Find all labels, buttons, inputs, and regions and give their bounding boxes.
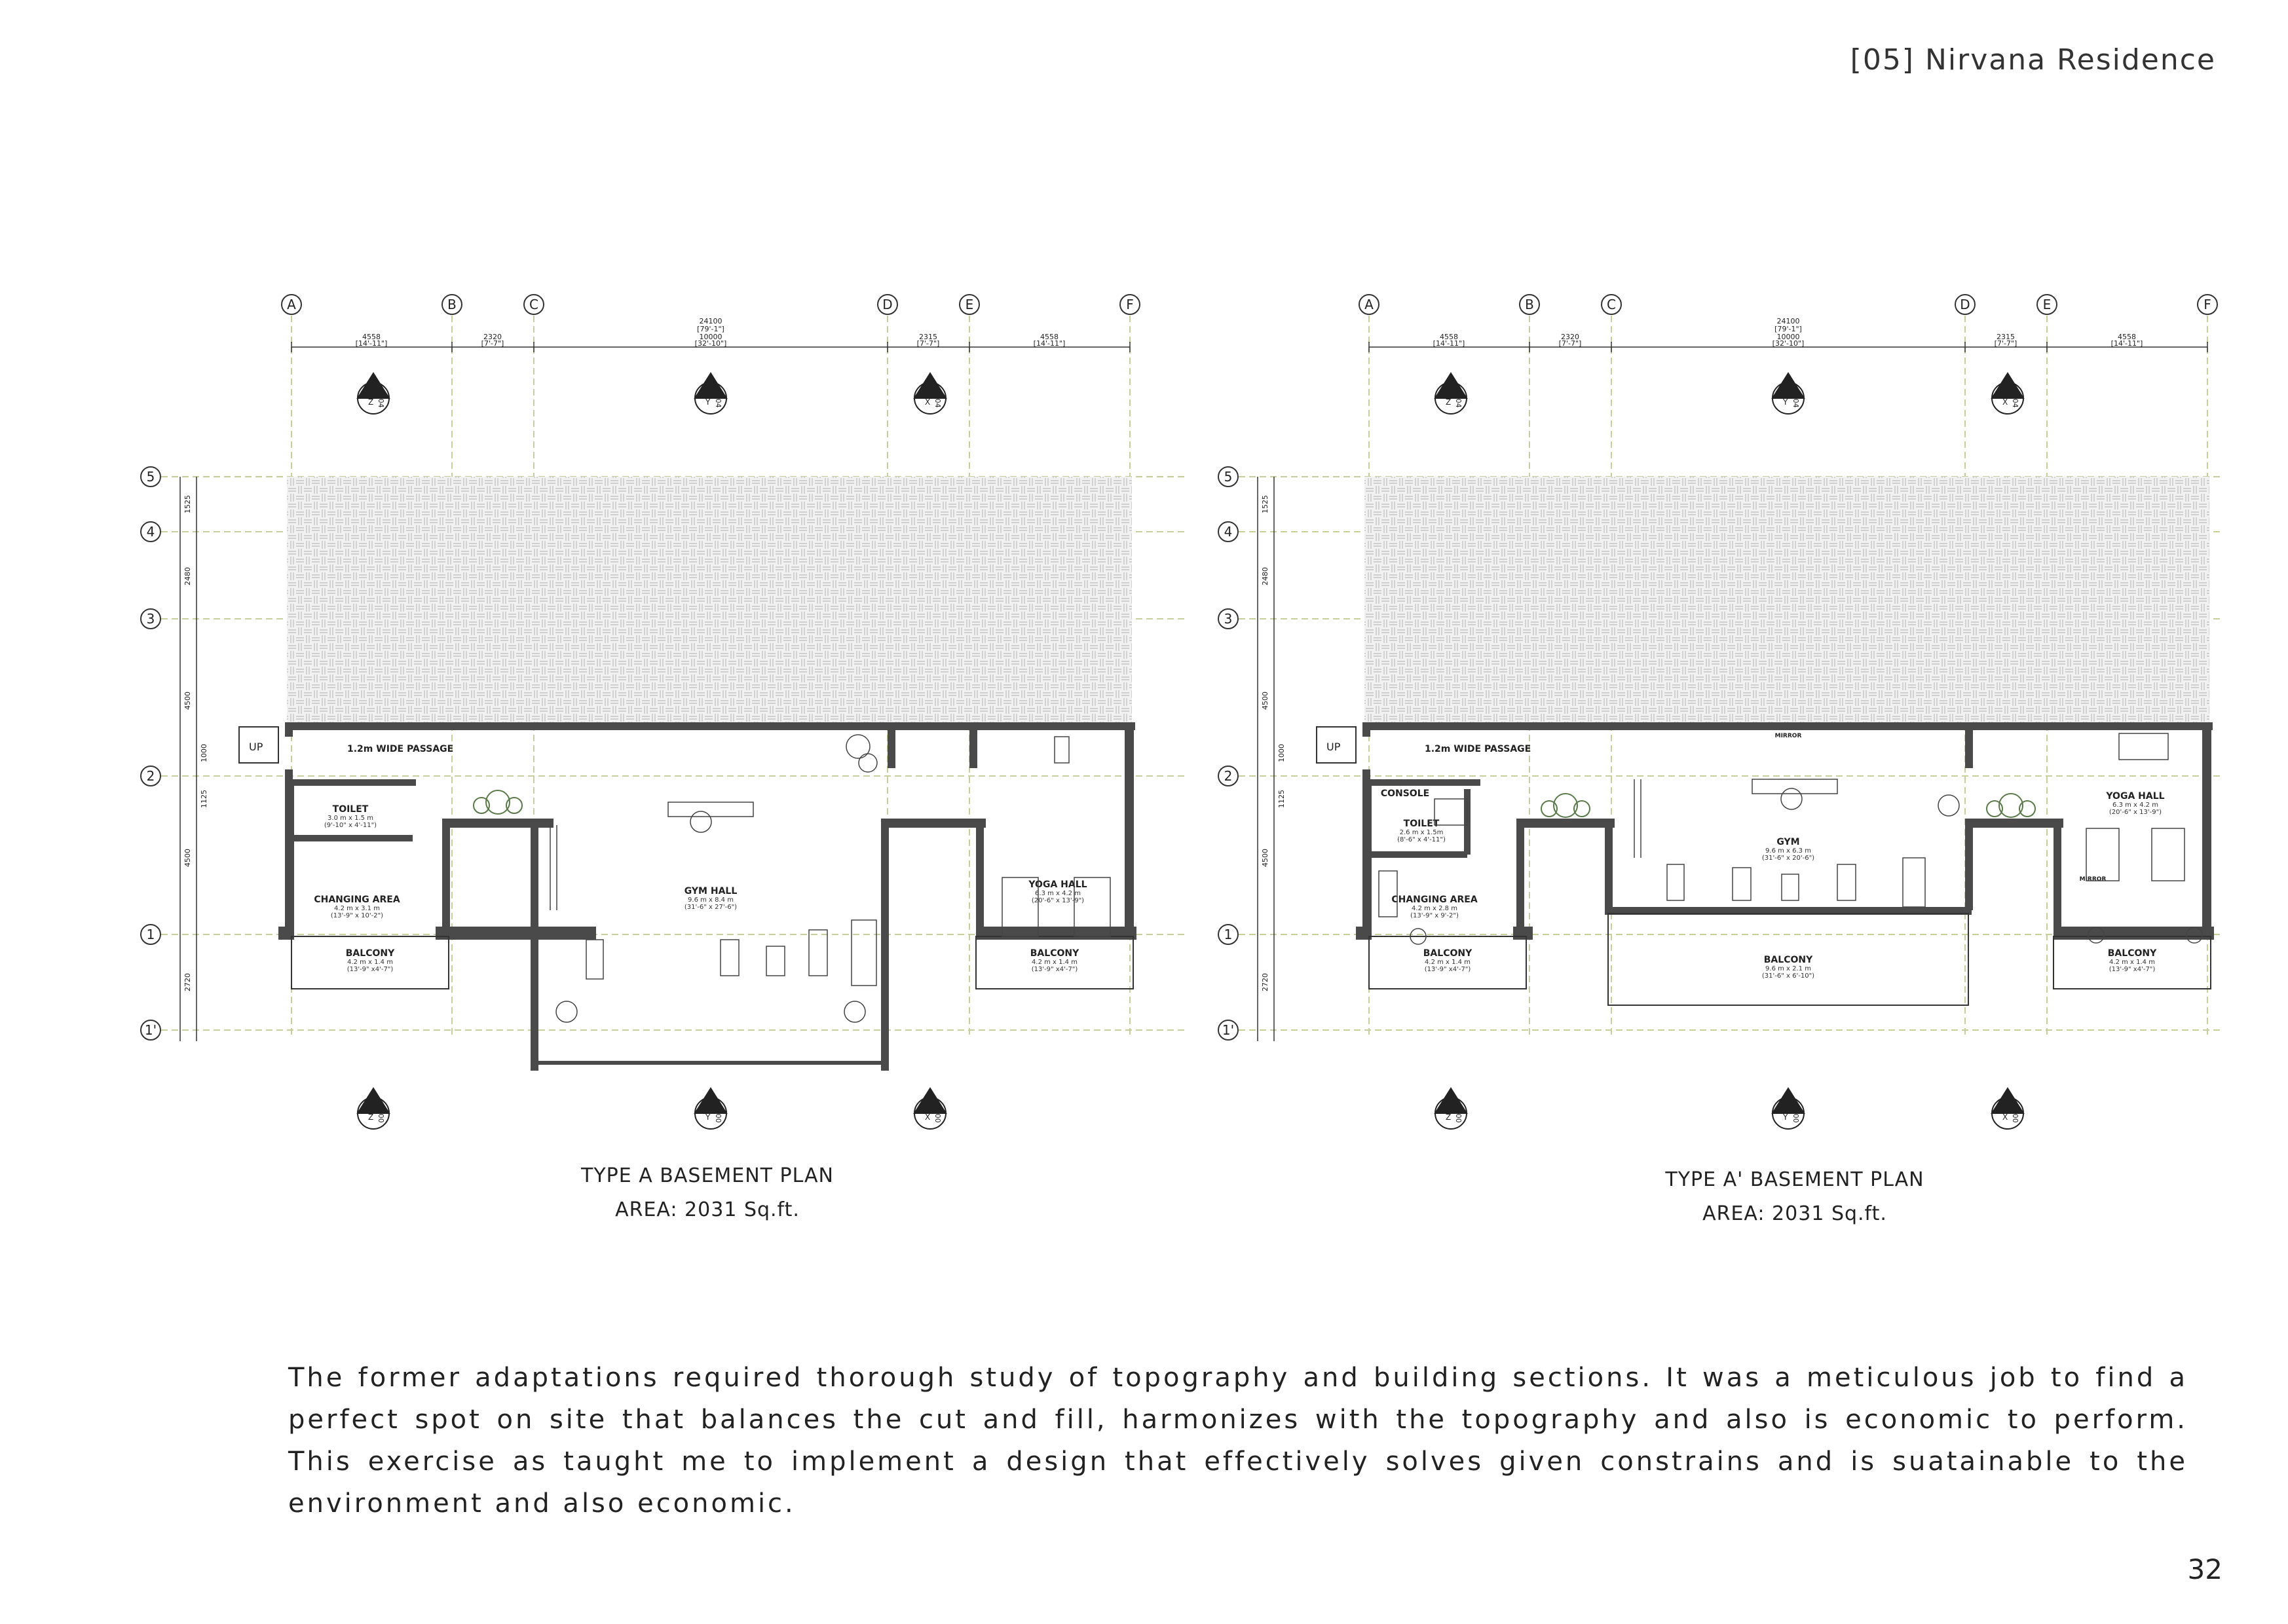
grid-bubble-5 bbox=[1218, 467, 1238, 487]
marker-ref: AR00 bbox=[1454, 1103, 1463, 1123]
plan-a-title: TYPE A BASEMENT PLAN bbox=[581, 1164, 834, 1187]
yoga-label: YOGA HALL bbox=[1028, 879, 1087, 890]
balcony-right-label: BALCONY bbox=[1030, 948, 1079, 959]
section-marker-x bbox=[914, 373, 946, 414]
section-marker-x bbox=[1992, 373, 2023, 414]
marker-label: Z bbox=[1446, 1113, 1452, 1122]
section-marker-x-bottom bbox=[1992, 1088, 2023, 1129]
mirror-label: MIRROR bbox=[1774, 733, 1802, 739]
section-marker-y bbox=[1772, 373, 1804, 414]
grid-bubble-1 bbox=[1218, 925, 1238, 944]
marker-ref: AR00 bbox=[1791, 1103, 1800, 1123]
changing-size-ft: (13'-9" x 9'-2") bbox=[1410, 912, 1459, 919]
grid-bubble-5 bbox=[141, 467, 160, 487]
section-marker-y bbox=[695, 373, 726, 414]
gym-size-ft: (31'-6" x 27'-6") bbox=[684, 904, 738, 911]
grid-bubble-A bbox=[1359, 295, 1379, 314]
dim-left: 4500 bbox=[183, 849, 192, 867]
dim-left: 4500 bbox=[1261, 692, 1269, 710]
dim-span-ft: [14'-11"] bbox=[1033, 339, 1066, 348]
left-dimensions bbox=[180, 477, 197, 1041]
dim-span-ft: [14'-11"] bbox=[2110, 339, 2143, 348]
dim-span-ft: [7'-7"] bbox=[481, 339, 504, 348]
gym-equipment bbox=[550, 735, 1110, 1022]
plan-b-title: TYPE A' BASEMENT PLAN bbox=[1665, 1168, 1924, 1191]
section-markers-top bbox=[1435, 373, 2023, 414]
marker-ref: AR04 bbox=[1791, 388, 1800, 408]
grid-label: 1' bbox=[1222, 1022, 1235, 1038]
grid-bubble-B bbox=[442, 295, 462, 314]
grid-bubble-C bbox=[524, 295, 544, 314]
grid-bubble-F bbox=[2198, 295, 2217, 314]
yoga-size: 6.3 m x 4.2 m bbox=[2112, 802, 2158, 809]
dim-span-ft: [7'-7"] bbox=[916, 339, 940, 348]
gym-size-ft: (31'-6" x 20'-6") bbox=[1761, 855, 1815, 862]
marker-ref: AR04 bbox=[933, 388, 942, 408]
grid-label: 3 bbox=[1224, 611, 1233, 627]
grid-label: 2 bbox=[146, 768, 155, 784]
type-a-basement-plan bbox=[131, 282, 1192, 1159]
grid-label: C bbox=[529, 297, 538, 312]
grid-label: 1 bbox=[1224, 927, 1233, 942]
grid-label: C bbox=[1607, 297, 1616, 312]
toilet-size-ft: (8'-6" x 4'-11") bbox=[1397, 836, 1446, 843]
balcony-size-ft: (13'-9" x4'-7") bbox=[1031, 966, 1078, 973]
dim-span: 2315 bbox=[919, 333, 937, 341]
section-marker-z-bottom bbox=[1435, 1088, 1467, 1129]
yoga-size-ft: (20'-6" x 13'-9") bbox=[2109, 809, 2162, 816]
dim-span: 2320 bbox=[483, 333, 502, 341]
dim-left: 2720 bbox=[183, 973, 192, 991]
dim-left: 2480 bbox=[183, 567, 192, 585]
yoga-size-ft: (20'-6" x 13'-9") bbox=[1031, 897, 1085, 904]
section-marker-z-bottom bbox=[358, 1088, 389, 1129]
marker-label: X bbox=[2002, 1113, 2008, 1122]
dim-left: 1525 bbox=[1261, 495, 1269, 513]
grid-label: 1' bbox=[144, 1022, 157, 1038]
dim-left: 1125 bbox=[1277, 790, 1286, 808]
marker-label: X bbox=[2002, 397, 2008, 407]
marker-ref: AR00 bbox=[933, 1103, 942, 1123]
grid-bubble-D bbox=[878, 295, 897, 314]
page-number: 32 bbox=[2187, 1553, 2222, 1585]
gym-label: GYM HALL bbox=[684, 886, 738, 896]
marker-label: X bbox=[925, 1113, 931, 1122]
toilet-size: 2.6 m x 1.5m bbox=[1399, 829, 1444, 836]
dim-left: 4500 bbox=[1261, 849, 1269, 867]
grid-label: B bbox=[1525, 297, 1534, 312]
grid-bubble-3 bbox=[1218, 609, 1238, 629]
section-marker-x-bottom bbox=[914, 1088, 946, 1129]
grid-label: 5 bbox=[146, 469, 155, 485]
marker-ref: AR00 bbox=[2011, 1103, 2019, 1123]
balcony-size-ft: (13'-9" x4'-7") bbox=[2109, 966, 2156, 973]
section-markers-top bbox=[358, 373, 946, 414]
dim-total: 24100 bbox=[699, 317, 722, 325]
toilet-size: 3.0 m x 1.5 m bbox=[328, 815, 373, 822]
grid-bubble-D bbox=[1955, 295, 1975, 314]
dim-span: 4558 bbox=[1440, 333, 1458, 341]
changing-size: 4.2 m x 2.8 m bbox=[1412, 905, 1457, 912]
paving-area bbox=[1364, 477, 2209, 722]
balcony-center-label: BALCONY bbox=[1763, 955, 1813, 965]
dim-span: 4558 bbox=[362, 333, 381, 341]
dim-span: 2315 bbox=[1997, 333, 2015, 341]
dim-span-ft: [32'-10"] bbox=[1772, 339, 1805, 348]
yoga-size: 6.3 m x 4.2 m bbox=[1035, 890, 1081, 897]
grid-bubble-2 bbox=[141, 766, 160, 786]
left-dimensions bbox=[1258, 477, 1274, 1041]
balcony-size-ft: (31'-6" x 6'-10") bbox=[1761, 972, 1815, 980]
type-a-prime-basement-plan bbox=[1209, 282, 2230, 1159]
balcony-left-label: BALCONY bbox=[1423, 948, 1472, 959]
gym-size: 9.6 m x 6.3 m bbox=[1765, 847, 1811, 855]
grid-label: 4 bbox=[1224, 524, 1233, 540]
balcony-left-label: BALCONY bbox=[345, 948, 395, 959]
dim-span-ft: [14'-11"] bbox=[355, 339, 388, 348]
grid-label: F bbox=[1126, 297, 1134, 312]
balcony-size: 4.2 m x 1.4 m bbox=[1032, 959, 1078, 966]
marker-ref: AR04 bbox=[714, 388, 722, 408]
balcony-outlines bbox=[291, 936, 1133, 989]
marker-label: Y bbox=[705, 397, 711, 407]
plan-b-caption bbox=[1592, 1163, 1998, 1231]
grid-label: 4 bbox=[146, 524, 155, 540]
grid-label: A bbox=[287, 297, 296, 312]
grid-bubble-4 bbox=[1218, 522, 1238, 542]
marker-label: Y bbox=[705, 1113, 711, 1122]
grid-label: 5 bbox=[1224, 469, 1233, 485]
stair-label: UP bbox=[1326, 741, 1341, 753]
dim-span-ft: [7'-7"] bbox=[1994, 339, 2017, 348]
dim-span-ft: [14'-11"] bbox=[1433, 339, 1465, 348]
dim-span: 10000 bbox=[699, 333, 722, 341]
grid-bubble-F bbox=[1120, 295, 1140, 314]
grid-label: E bbox=[965, 297, 974, 312]
grid-bubble-1 bbox=[141, 925, 160, 944]
mirror-label: MIRROR bbox=[2079, 876, 2107, 883]
grid-label: 1 bbox=[146, 927, 155, 942]
grid-bubble-1p bbox=[1218, 1020, 1238, 1040]
grid-label: E bbox=[2042, 297, 2052, 312]
toilet-size-ft: (9'-10" x 4'-11") bbox=[324, 822, 377, 829]
plan-a-caption bbox=[511, 1159, 904, 1227]
console-label: CONSOLE bbox=[1380, 788, 1430, 799]
section-marker-z bbox=[358, 373, 389, 414]
grid-label: 3 bbox=[146, 611, 155, 627]
balcony-size-ft: (13'-9" x4'-7") bbox=[347, 966, 394, 973]
dim-left: 1000 bbox=[200, 744, 208, 762]
grid-label: D bbox=[882, 297, 893, 312]
page-header: [05] Nirvana Residence bbox=[1850, 43, 2216, 77]
planter-shrub bbox=[474, 790, 522, 814]
section-marker-y-bottom bbox=[695, 1088, 726, 1129]
planter-shrub bbox=[1541, 794, 2035, 817]
balcony-right-label: BALCONY bbox=[2107, 948, 2157, 959]
dim-total-ft: [79'-1"] bbox=[697, 325, 724, 333]
toilet-label: TOILET bbox=[1403, 819, 1440, 829]
grid-bubble-A bbox=[282, 295, 301, 314]
balcony-size: 9.6 m x 2.1 m bbox=[1765, 965, 1811, 972]
changing-label: CHANGING AREA bbox=[1391, 895, 1478, 905]
marker-label: Y bbox=[1783, 397, 1788, 407]
dim-total: 24100 bbox=[1776, 317, 1800, 325]
marker-ref: AR04 bbox=[2011, 388, 2019, 408]
grid-bubble-2 bbox=[1218, 766, 1238, 786]
dim-span: 4558 bbox=[2118, 333, 2136, 341]
dim-span: 2320 bbox=[1561, 333, 1579, 341]
grid-bubble-E bbox=[2037, 295, 2057, 314]
balcony-size: 4.2 m x 1.4 m bbox=[1425, 959, 1471, 966]
gym-size: 9.6 m x 8.4 m bbox=[688, 896, 734, 904]
marker-label: Z bbox=[1446, 397, 1452, 407]
changing-size: 4.2 m x 3.1 m bbox=[334, 905, 380, 912]
grid-label: D bbox=[1960, 297, 1970, 312]
grid-label: B bbox=[447, 297, 457, 312]
dim-left: 2480 bbox=[1261, 567, 1269, 585]
marker-ref: AR04 bbox=[1454, 388, 1463, 408]
dim-left: 2720 bbox=[1261, 973, 1269, 991]
marker-label: Z bbox=[368, 1113, 374, 1122]
description-paragraph: The former adaptations required thorough study of topography and building sections. It was a meticulous job to find a perfect spot on site that balances the cut and fill, harmonizes with the topography and also is economic to perform. This exercise as taught me to implement a design that effectively solves given constrains and is suatainable to the environment and also economic. bbox=[288, 1363, 2188, 1519]
marker-label: X bbox=[925, 397, 931, 407]
grid-bubble-4 bbox=[141, 522, 160, 542]
section-marker-z bbox=[1435, 373, 1467, 414]
dim-left: 4500 bbox=[183, 692, 192, 710]
section-marker-y-bottom bbox=[1772, 1088, 1804, 1129]
changing-label: CHANGING AREA bbox=[314, 895, 400, 905]
balcony-size: 4.2 m x 1.4 m bbox=[2109, 959, 2155, 966]
dim-span: 10000 bbox=[1776, 333, 1800, 341]
grid-bubble-3 bbox=[141, 609, 160, 629]
grid-label: F bbox=[2204, 297, 2211, 312]
dim-left: 1125 bbox=[200, 790, 208, 808]
balcony-size: 4.2 m x 1.4 m bbox=[347, 959, 393, 966]
grid-bubble-E bbox=[960, 295, 979, 314]
dim-span-ft: [32'-10"] bbox=[694, 339, 727, 348]
section-markers-bottom bbox=[1435, 1088, 2023, 1129]
marker-ref: AR04 bbox=[377, 388, 385, 408]
passage-label: 1.2m WIDE PASSAGE bbox=[1425, 744, 1531, 754]
marker-label: Y bbox=[1783, 1113, 1788, 1122]
grid-bubble-C bbox=[1602, 295, 1621, 314]
dim-span-ft: [7'-7"] bbox=[1558, 339, 1582, 348]
passage-label: 1.2m WIDE PASSAGE bbox=[347, 744, 454, 754]
dim-left: 1000 bbox=[1277, 744, 1286, 762]
walls bbox=[1356, 722, 2214, 940]
dim-total-ft: [79'-1"] bbox=[1774, 325, 1802, 333]
plan-b-area: AREA: 2031 Sq.ft. bbox=[1702, 1202, 1887, 1225]
dim-left: 1525 bbox=[183, 495, 192, 513]
marker-label: Z bbox=[368, 397, 374, 407]
plan-a-area: AREA: 2031 Sq.ft. bbox=[615, 1198, 800, 1221]
grid-bubble-1p bbox=[141, 1020, 160, 1040]
paving-area bbox=[287, 477, 1132, 722]
dim-span: 4558 bbox=[1040, 333, 1059, 341]
marker-ref: AR00 bbox=[714, 1103, 722, 1123]
grid-label: 2 bbox=[1224, 768, 1233, 784]
grid-bubble-B bbox=[1520, 295, 1539, 314]
marker-ref: AR00 bbox=[377, 1103, 385, 1123]
section-markers-bottom bbox=[358, 1088, 946, 1129]
balcony-size-ft: (13'-9" x4'-7") bbox=[1424, 966, 1471, 973]
gym-label: GYM bbox=[1776, 837, 1800, 847]
stair-label: UP bbox=[249, 741, 263, 753]
grid-label: A bbox=[1364, 297, 1374, 312]
changing-size-ft: (13'-9" x 10'-2") bbox=[330, 912, 384, 919]
toilet-label: TOILET bbox=[332, 804, 369, 815]
yoga-label: YOGA HALL bbox=[2106, 791, 2165, 802]
